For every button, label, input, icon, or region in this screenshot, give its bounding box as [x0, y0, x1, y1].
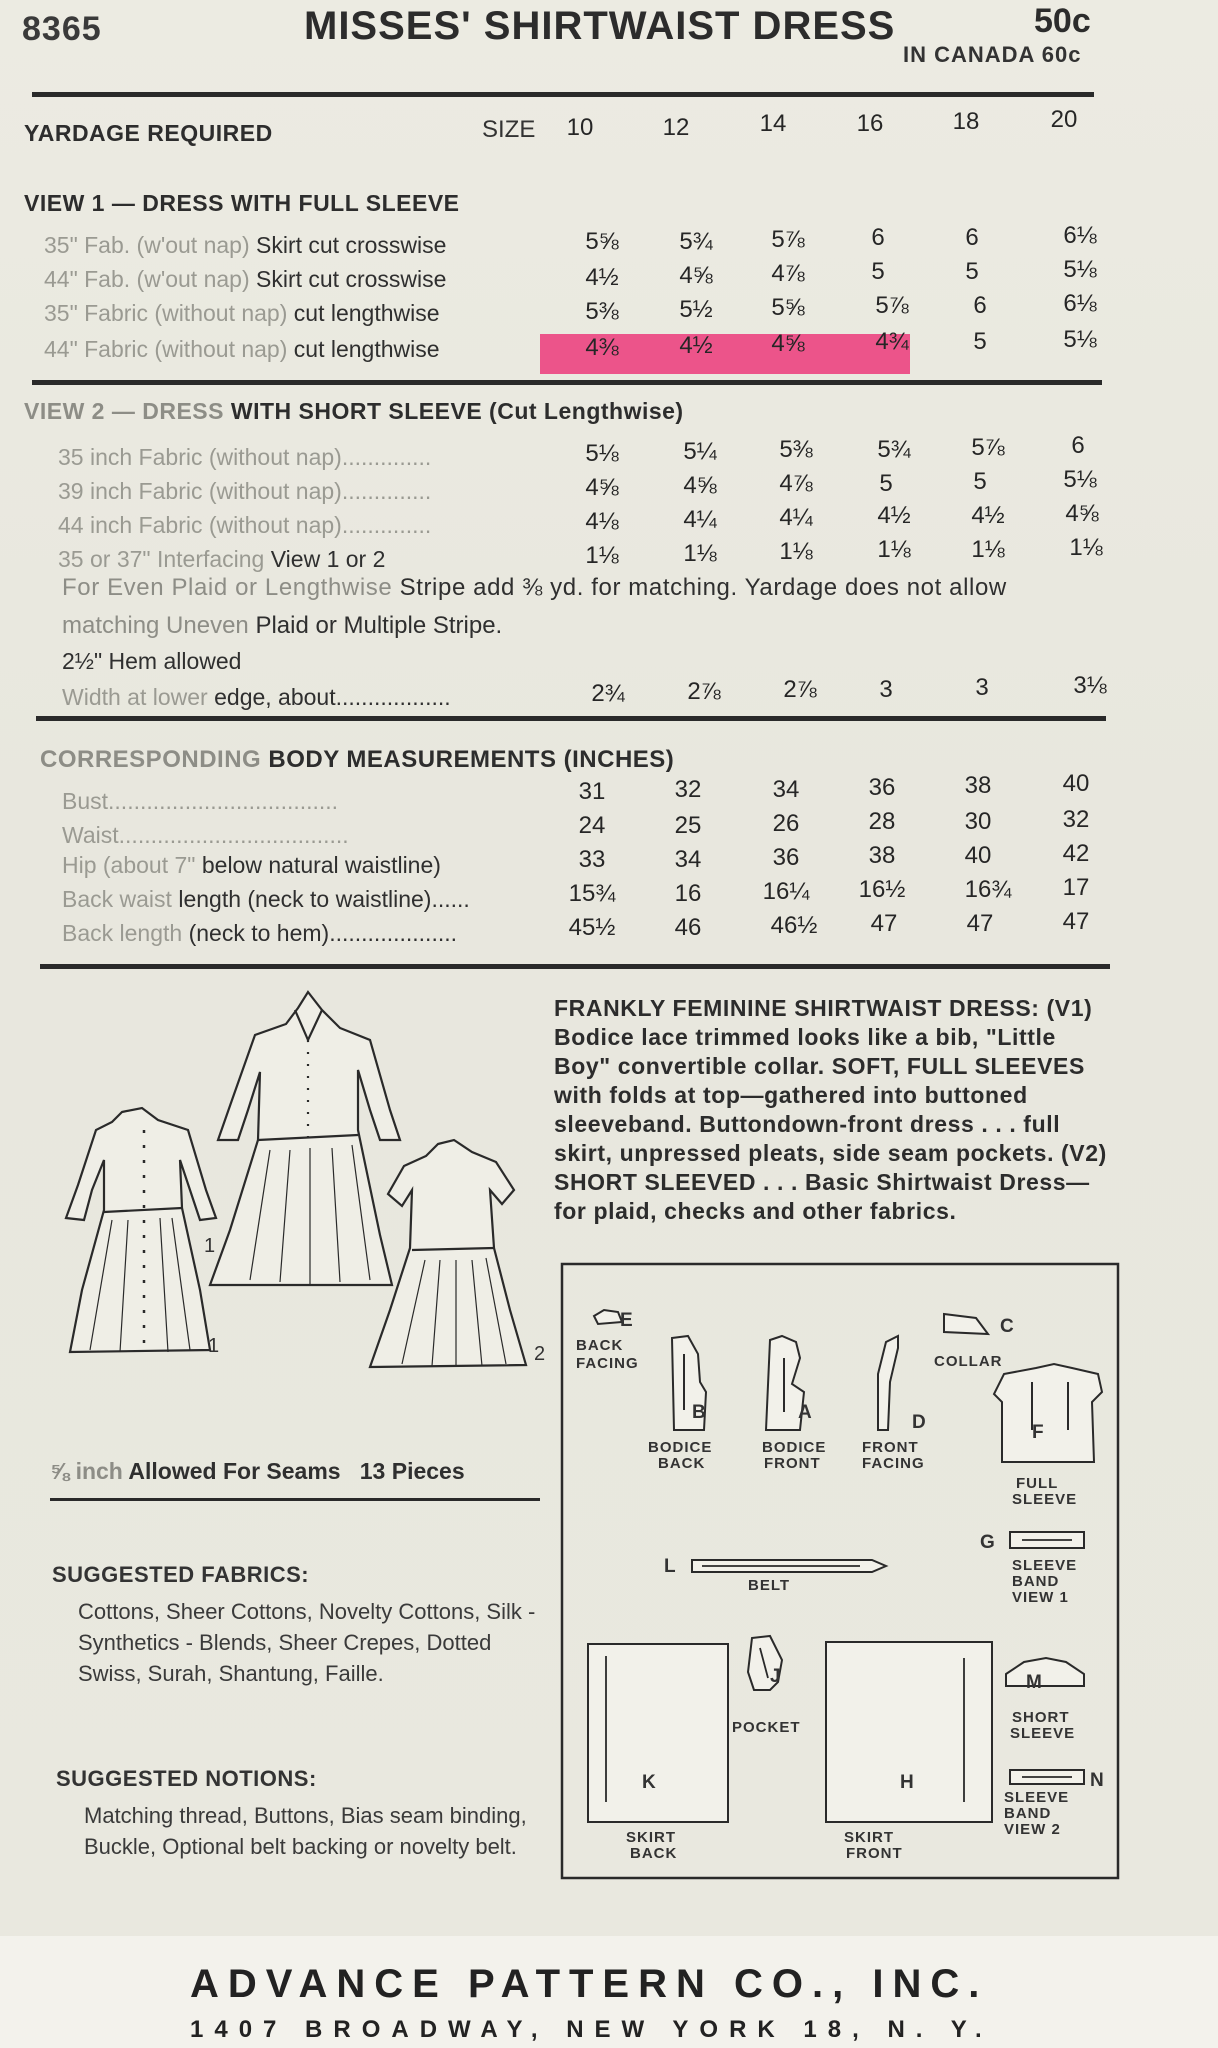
piece-letter: B	[692, 1402, 706, 1423]
value-cell: 32	[674, 776, 702, 803]
value-cell: 38	[868, 842, 896, 869]
piece-c-collar	[944, 1314, 988, 1334]
piece-label: SLEEVE	[1012, 1491, 1078, 1508]
piece-label: SLEEVE	[1004, 1789, 1070, 1806]
piece-label: SHORT	[1012, 1709, 1070, 1726]
value-cell: 1⅛	[877, 536, 911, 563]
value-cell: 30	[964, 808, 992, 835]
value-cell: 5	[871, 258, 885, 285]
seam-allowance-dim: ⅝ inch	[50, 1458, 123, 1484]
value-cell: 4½	[971, 502, 1005, 529]
value-cell: 34	[772, 776, 800, 803]
row-label: cut lengthwise	[293, 336, 440, 362]
row-label-dim: Bust	[62, 788, 109, 814]
value-cell: 32	[1062, 806, 1090, 833]
value-cell: 36	[868, 774, 896, 801]
value-cell: 5¼	[683, 438, 717, 465]
value-cell: 28	[868, 808, 896, 835]
size-20: 20	[1050, 106, 1078, 133]
value-cell: 5⅜	[585, 298, 619, 325]
value-cell: 4⅝	[585, 474, 619, 501]
value-cell: 1⅛	[683, 540, 717, 567]
piece-d-front-facing	[878, 1336, 898, 1430]
piece-count: 13 Pieces	[359, 1458, 465, 1484]
row-label: (neck to hem)....................	[188, 920, 458, 946]
value-cell: 31	[578, 778, 606, 805]
value-cell: 5	[973, 468, 987, 495]
body-title-dim: CORRESPONDING	[40, 746, 262, 773]
value-cell: 16¾	[964, 876, 1012, 903]
row-label: ..............	[341, 478, 432, 504]
piece-label: BAND	[1004, 1805, 1052, 1822]
value-cell: 1⅛	[779, 538, 813, 565]
divider	[32, 92, 1094, 97]
fabrics-title: SUGGESTED FABRICS:	[52, 1562, 310, 1587]
piece-label: BACK	[576, 1337, 624, 1354]
value-cell: 36	[772, 844, 800, 871]
value-cell: 46½	[770, 912, 818, 939]
value-cell: 4⅞	[779, 470, 813, 497]
plaid-note-dim: For Even Plaid or Lengthwise	[62, 574, 393, 601]
value-cell: 6	[965, 224, 979, 251]
view1-title: VIEW 1 — DRESS WITH FULL SLEEVE	[24, 190, 460, 216]
row-label: edge, about..................	[214, 684, 451, 710]
value-cell: 42	[1062, 840, 1090, 867]
piece-label: FRONT	[862, 1439, 919, 1456]
value-cell: 38	[964, 772, 992, 799]
yardage-title: YARDAGE REQUIRED	[24, 120, 273, 146]
row-label-dim: Back length	[62, 920, 183, 946]
row-label: Skirt cut crosswise	[256, 232, 447, 258]
view-number: 1	[208, 1335, 220, 1357]
divider	[50, 1498, 540, 1501]
row-label-dim: Hip (about 7"	[62, 852, 196, 878]
piece-letter: J	[770, 1666, 781, 1687]
divider	[40, 964, 1110, 969]
row-label-dim: 35" Fabric (without nap)	[44, 300, 288, 326]
piece-label: BACK	[630, 1845, 678, 1862]
dress-view2	[370, 1140, 526, 1367]
piece-letter: A	[798, 1402, 812, 1423]
value-cell: 5¾	[679, 228, 713, 255]
row-label: Skirt cut crosswise	[256, 266, 447, 292]
piece-label: BODICE	[648, 1439, 713, 1456]
price: 50c	[1034, 2, 1091, 40]
piece-label: VIEW 1	[1012, 1589, 1069, 1606]
piece-f-full-sleeve	[994, 1364, 1102, 1462]
plaid-note: Stripe add ⅜ yd. for matching. Yardage does not allow	[399, 574, 1007, 601]
row-label: ..............	[341, 512, 432, 538]
value-cell: 4½	[679, 332, 713, 359]
size-14: 14	[759, 110, 787, 137]
value-cell: 46	[674, 914, 702, 941]
piece-label: FACING	[576, 1355, 639, 1372]
piece-letter: H	[900, 1772, 914, 1793]
value-cell: 47	[966, 910, 994, 937]
row-label-dim: 44" Fabric (without nap)	[44, 336, 288, 362]
size-label: SIZE	[482, 116, 536, 143]
dress-view1-back	[66, 1108, 216, 1352]
value-cell: 5⅞	[971, 434, 1005, 461]
value-cell: 3	[975, 674, 989, 701]
size-16: 16	[856, 110, 884, 137]
value-cell: 25	[674, 812, 702, 839]
piece-letter: L	[664, 1556, 676, 1577]
value-cell: 40	[964, 842, 992, 869]
value-cell: 6⅛	[1063, 290, 1097, 317]
value-cell: 5⅞	[771, 226, 805, 253]
value-cell: 47	[1062, 908, 1090, 935]
piece-label: SKIRT	[844, 1829, 894, 1846]
value-cell: 33	[578, 846, 606, 873]
value-cell: 24	[578, 812, 606, 839]
hem-note: 2½" Hem allowed	[62, 648, 242, 674]
piece-h-skirt-front	[826, 1642, 992, 1822]
size-12: 12	[662, 114, 690, 141]
piece-letter: G	[980, 1532, 995, 1553]
body-title: BODY MEASUREMENTS (INCHES)	[268, 746, 675, 773]
value-cell: 4½	[877, 502, 911, 529]
piece-label: SLEEVE	[1010, 1725, 1076, 1742]
value-cell: 15¾	[568, 880, 616, 907]
page-title: MISSES' SHIRTWAIST DRESS	[304, 4, 896, 48]
value-cell: 4⅝	[771, 330, 805, 357]
piece-label: POCKET	[732, 1719, 801, 1736]
value-cell: 17	[1062, 874, 1090, 901]
value-cell: 45½	[568, 914, 616, 941]
row-label-dim: Waist	[62, 822, 119, 848]
value-cell: 5⅝	[585, 228, 619, 255]
piece-letter: N	[1090, 1770, 1104, 1791]
value-cell: 6	[871, 224, 885, 251]
divider	[32, 380, 1102, 385]
plaid-note2: Plaid or Multiple Stripe.	[255, 612, 503, 639]
value-cell: 34	[674, 846, 702, 873]
piece-label: COLLAR	[934, 1353, 1003, 1370]
row-label-dim: Back waist	[62, 886, 172, 912]
row-label: below natural waistline)	[201, 852, 441, 878]
canada-price: IN CANADA 60c	[903, 42, 1082, 67]
value-cell: 4¼	[683, 506, 717, 533]
company-name: ADVANCE PATTERN CO., INC.	[190, 1962, 989, 2006]
value-cell: 5⅛	[1063, 326, 1097, 353]
size-18: 18	[952, 108, 980, 135]
dress-description: FRANKLY FEMININE SHIRTWAIST DRESS: (V1) Bodice lace trimmed looks like a bib, "Little Boy" convertible collar. SOFT, FULL SLEEVES with folds at top—gathered into buttoned sleeveband. Buttondown-front dress . . . full skirt, unpressed pleats, side seam pockets. (V2) SHORT SLEEVED . . . Basic Shirtwaist Dress—for plaid, checks and other fabrics.	[554, 995, 1107, 1224]
view-number: 2	[534, 1343, 546, 1365]
row-label-dim: 35 inch Fabric (without nap)	[58, 444, 342, 470]
value-cell: 4½	[585, 264, 619, 291]
piece-label: FRONT	[846, 1845, 903, 1862]
piece-letter: C	[1000, 1316, 1014, 1337]
piece-k-skirt-back	[588, 1644, 728, 1822]
piece-letter: F	[1032, 1422, 1044, 1443]
piece-label: SKIRT	[626, 1829, 676, 1846]
value-cell: 16½	[858, 876, 906, 903]
row-label-dim: 44 inch Fabric (without nap)	[58, 512, 342, 538]
value-cell: 40	[1062, 770, 1090, 797]
piece-letter: K	[642, 1772, 656, 1793]
row-label-dim: Width at lower	[62, 684, 208, 710]
value-cell: 5⅛	[585, 440, 619, 467]
row-label: cut lengthwise	[293, 300, 440, 326]
value-cell: 6	[1071, 432, 1085, 459]
piece-label: BELT	[748, 1577, 791, 1594]
seam-allowance: Allowed For Seams	[128, 1458, 341, 1484]
piece-e-back-facing	[594, 1310, 622, 1324]
row-label: ....................................	[108, 788, 339, 814]
value-cell: 4¼	[779, 504, 813, 531]
value-cell: 5⅛	[1063, 466, 1097, 493]
pattern-number: 8365	[22, 10, 102, 48]
piece-letter: D	[912, 1412, 926, 1433]
value-cell: 5⅜	[779, 436, 813, 463]
value-cell: 4⅝	[1065, 500, 1099, 527]
value-cell: 4⅝	[683, 472, 717, 499]
piece-label: BACK	[658, 1455, 706, 1472]
piece-label: VIEW 2	[1004, 1821, 1061, 1838]
value-cell: 5¾	[877, 436, 911, 463]
row-label-dim: 35 or 37" Interfacing	[58, 546, 265, 572]
notions-list: Matching thread, Buttons, Bias seam binding, Buckle, Optional belt backing or novelty belt.	[84, 1803, 527, 1859]
value-cell: 2⅞	[687, 678, 721, 705]
view-number: 1	[204, 1235, 216, 1257]
value-cell: 4⅜	[585, 334, 619, 361]
fabrics-list: Cottons, Sheer Cottons, Novelty Cottons, Silk - Synthetics - Blends, Sheer Crepes, Dotted Swiss, Surah, Shantung, Faille.	[78, 1599, 536, 1686]
piece-letter: M	[1026, 1672, 1042, 1693]
value-cell: 2⅞	[783, 676, 817, 703]
dress-illustrations	[40, 980, 560, 1440]
value-cell: 26	[772, 810, 800, 837]
row-label-dim: 39 inch Fabric (without nap)	[58, 478, 342, 504]
value-cell: 4⅛	[585, 508, 619, 535]
value-cell: 5⅝	[771, 294, 805, 321]
value-cell: 3⅛	[1073, 672, 1107, 699]
value-cell: 47	[870, 910, 898, 937]
row-label: View 1 or 2	[270, 546, 386, 572]
size-10: 10	[566, 114, 594, 141]
notions-title: SUGGESTED NOTIONS:	[56, 1766, 317, 1791]
piece-label: FRONT	[764, 1455, 821, 1472]
piece-label: FACING	[862, 1455, 925, 1472]
value-cell: 5	[879, 470, 893, 497]
value-cell: 5	[973, 328, 987, 355]
row-label: ....................................	[118, 822, 349, 848]
piece-letter: E	[620, 1310, 633, 1331]
value-cell: 1⅛	[585, 542, 619, 569]
piece-label: SLEEVE	[1012, 1557, 1078, 1574]
value-cell: 16¼	[762, 878, 810, 905]
row-label-dim: 35" Fab. (w'out nap)	[44, 232, 250, 258]
row-label: ..............	[341, 444, 432, 470]
value-cell: 5⅛	[1063, 256, 1097, 283]
value-cell: 4⅞	[771, 260, 805, 287]
row-label-dim: 44" Fab. (w'out nap)	[44, 266, 250, 292]
value-cell: 1⅛	[971, 536, 1005, 563]
row-label: length (neck to waistline)......	[178, 886, 470, 912]
value-cell: 5⅞	[875, 292, 909, 319]
piece-m-short-sleeve	[1006, 1658, 1084, 1686]
value-cell: 4¾	[875, 328, 909, 355]
company-address: 1407 BROADWAY, NEW YORK 18, N. Y.	[190, 2016, 993, 2043]
divider	[36, 716, 1106, 721]
value-cell: 5	[965, 258, 979, 285]
value-cell: 3	[879, 676, 893, 703]
value-cell: 16	[674, 880, 702, 907]
view2-title: WITH SHORT SLEEVE (Cut Lengthwise)	[230, 398, 684, 424]
view2-title-dim: VIEW 2 — DRESS	[24, 398, 224, 424]
value-cell: 6⅛	[1063, 222, 1097, 249]
value-cell: 5½	[679, 296, 713, 323]
value-cell: 4⅝	[679, 262, 713, 289]
value-cell: 2¾	[591, 680, 625, 707]
plaid-note2-dim: matching Uneven	[62, 612, 249, 639]
value-cell: 1⅛	[1069, 534, 1103, 561]
piece-label: BAND	[1012, 1573, 1060, 1590]
value-cell: 6	[973, 292, 987, 319]
piece-label: FULL	[1016, 1475, 1059, 1492]
piece-label: BODICE	[762, 1439, 827, 1456]
